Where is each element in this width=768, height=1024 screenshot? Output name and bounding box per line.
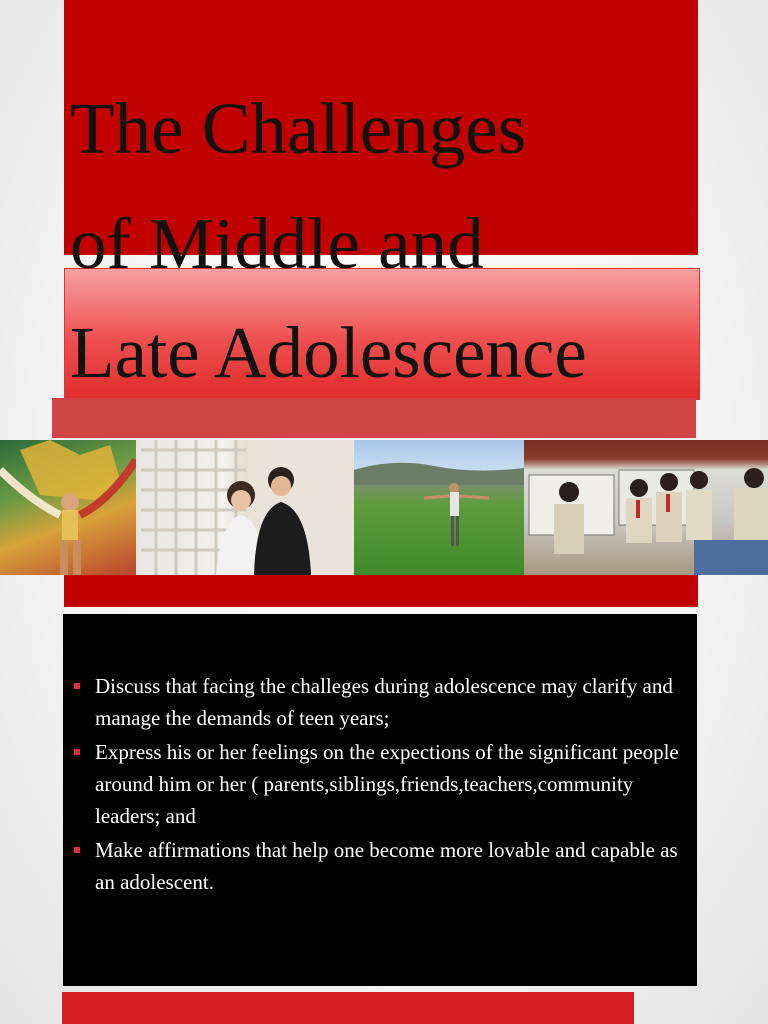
objective-text: Discuss that facing the challeges during adolescence may clarify and manage the demands of teen years;: [95, 674, 673, 730]
photo-strip: [0, 440, 768, 575]
photo-couple: [136, 440, 354, 575]
title-line-3: Late Adolescence: [70, 312, 587, 393]
objectives-panel: [63, 614, 697, 986]
title-line-2: of Middle and: [70, 203, 484, 284]
objective-item: [91, 670, 681, 734]
photo-under-strip: [64, 575, 698, 607]
title-line-1: The Challenges: [70, 88, 527, 169]
bullet-marker-icon: [74, 847, 80, 853]
objectives-list: [91, 670, 681, 898]
photo-festival-dancer: [0, 440, 136, 575]
slide-title: [70, 88, 690, 416]
photo-scouts: [524, 440, 768, 575]
objective-item: [91, 834, 681, 898]
photo-field: [354, 440, 524, 575]
footer-red-bar: [62, 992, 634, 1024]
bullet-marker-icon: [74, 749, 80, 755]
objective-text: Express his or her feelings on the expections of the significant people around him or her ( parents,siblings,friends,teachers,community leaders; and: [95, 740, 679, 828]
objective-text: Make affirmations that help one become more lovable and capable as an adolescent.: [95, 838, 678, 894]
objective-item: [91, 736, 681, 832]
bullet-marker-icon: [74, 683, 80, 689]
